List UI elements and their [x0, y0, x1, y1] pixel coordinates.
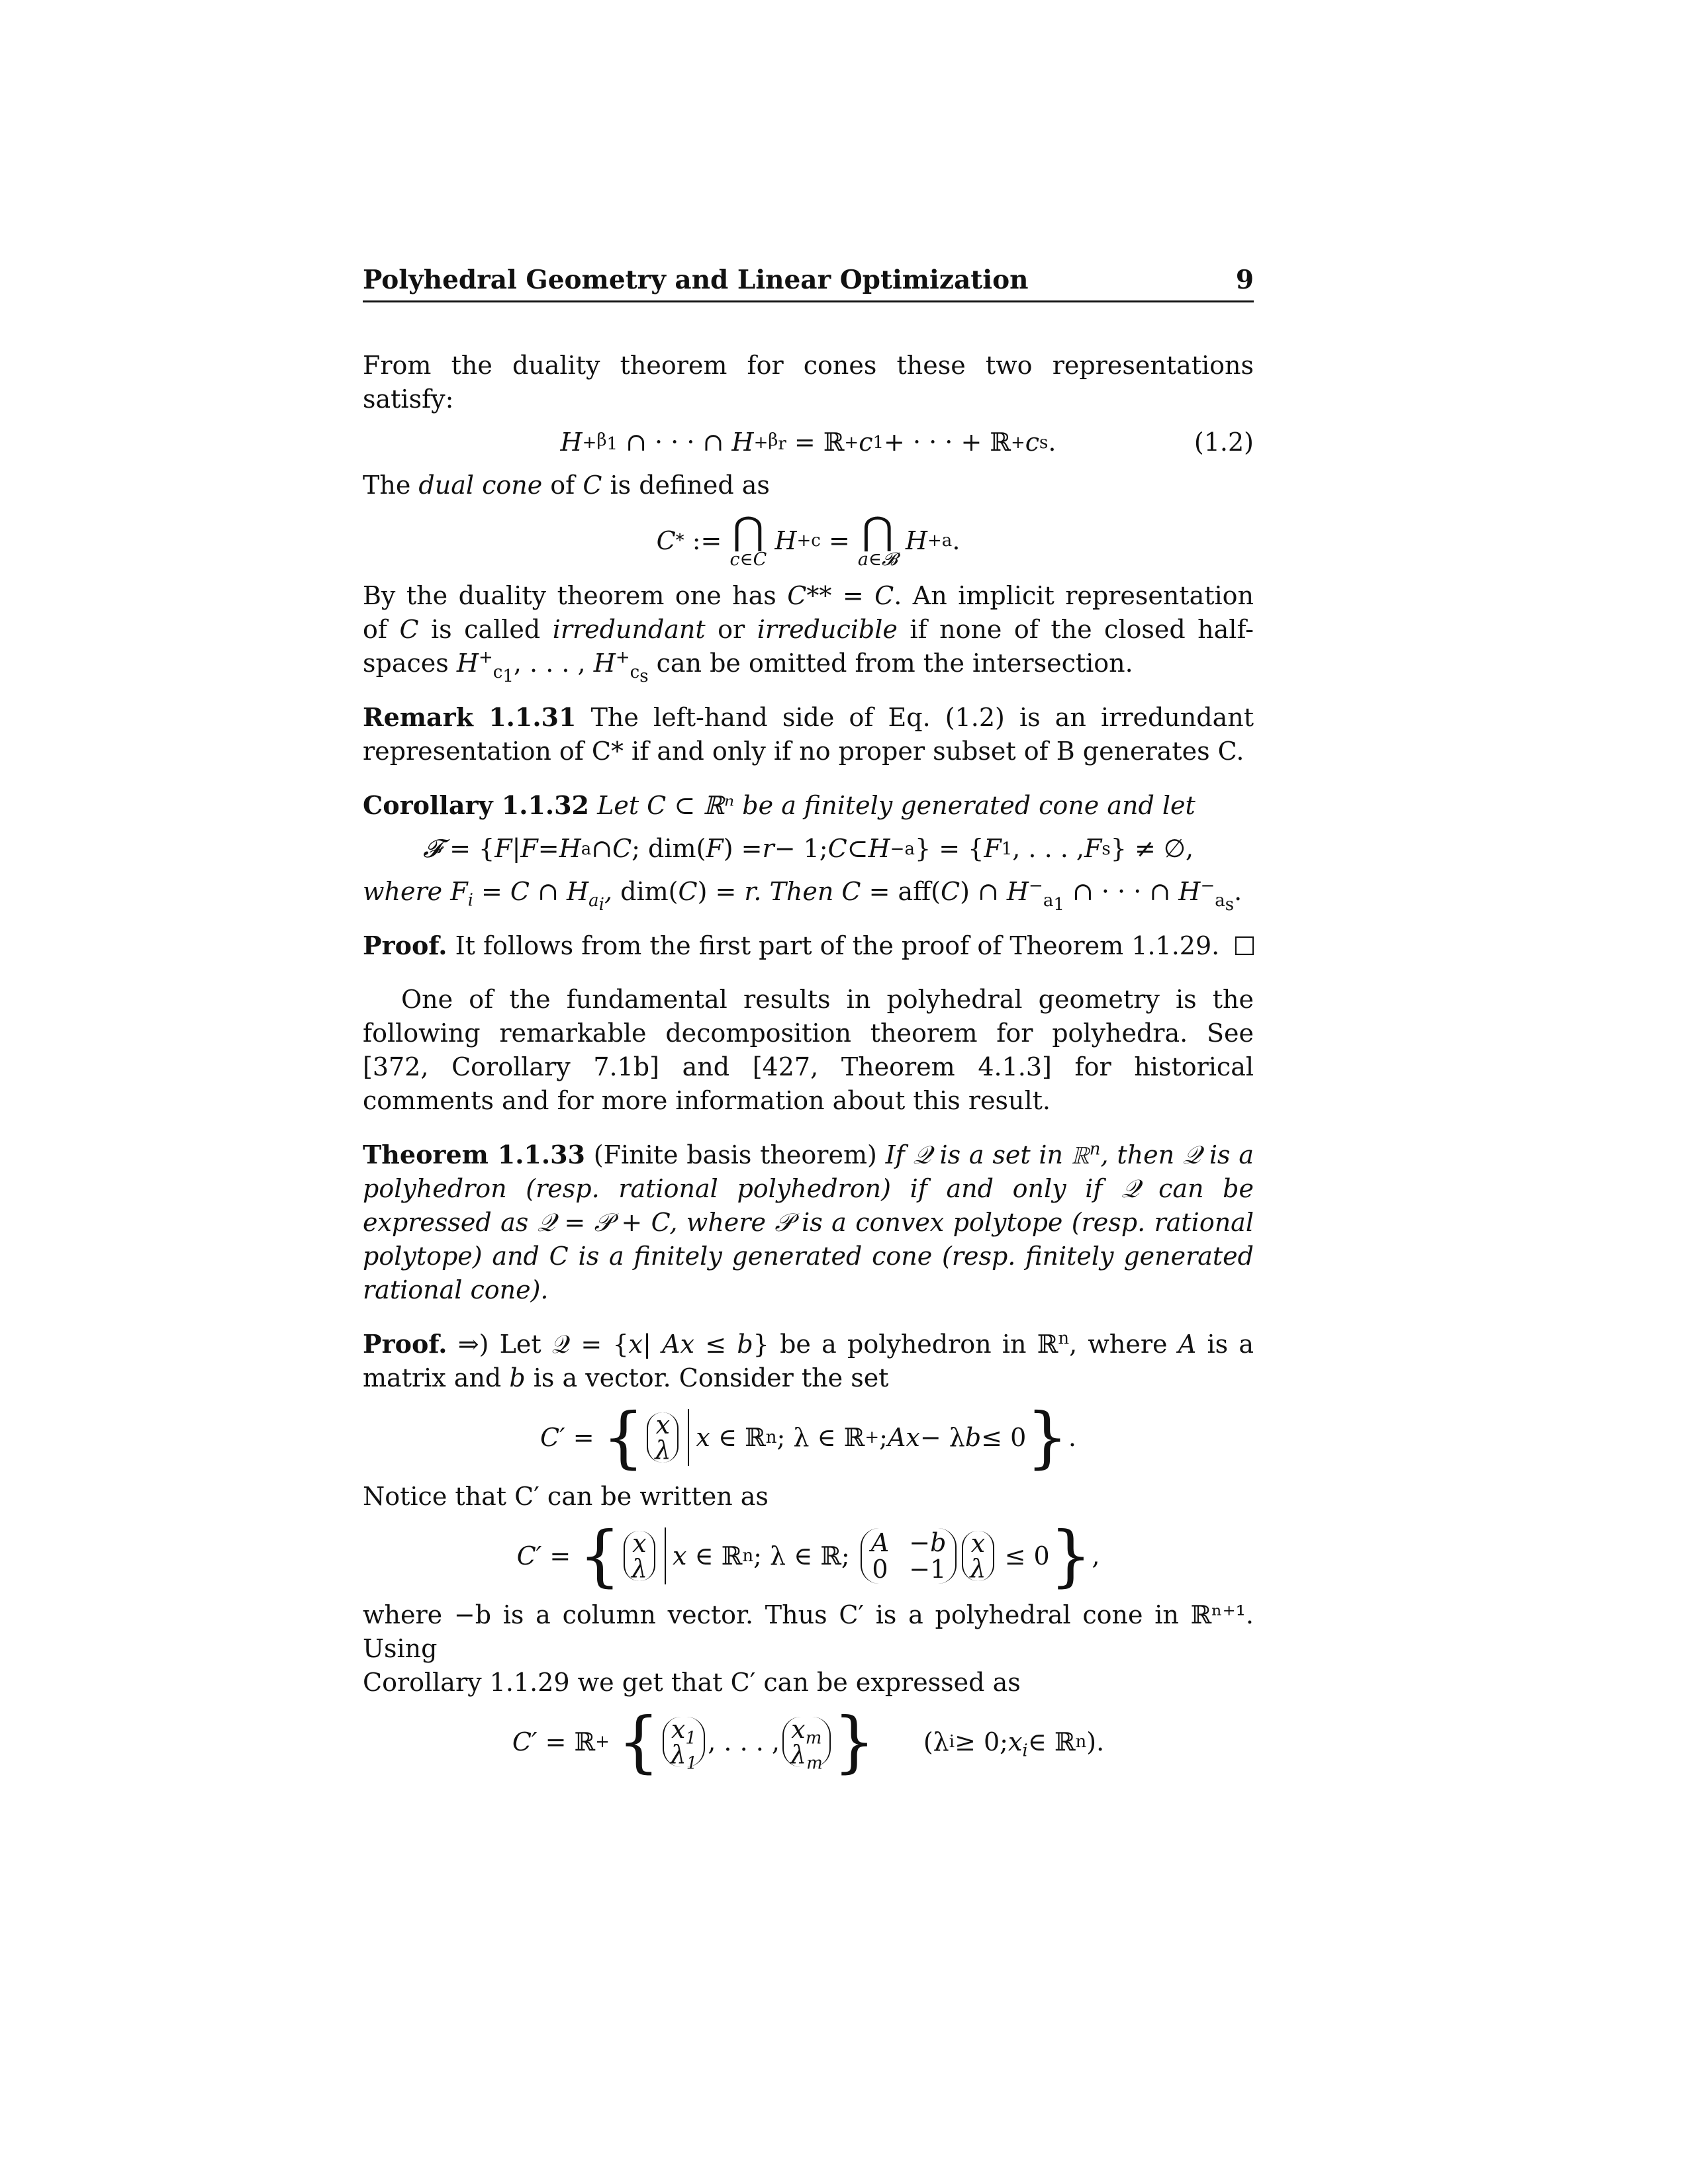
corollary-conclusion: where $F_i = C$ ∩ $H_{a_i}$, dim(C) = r. Then C = aff(C) ∩ $H^-_{a_1}$ ∩ · · · ∩ $H^-_{a_s}$. [363, 876, 1243, 915]
equation-dual-cone: C * := ⋂ c∈C H + c = ⋂ a∈𝓑 H + a . [656, 508, 961, 570]
remark-label: Remark 1.1.31 [363, 702, 577, 732]
corollary-label: Corollary 1.1.32 [363, 790, 589, 820]
paragraph-decomposition: One of the fundamental results in polyhedral geometry is the following remarkable decomposition theorem for polyhedra. See [372, Corollary 7.1b] and [427, Theorem 4.1.3] for historical comments and for more information about this result. [363, 985, 1254, 1115]
proof-corollary [363, 929, 1254, 963]
remark-text: The left-hand side of Eq. (1.2) is an irredundant representation of C* if and only if no proper subset of B generates C. [363, 703, 1254, 766]
proof-text: It follows from the first part of the proof of Theorem 1.1.29. [455, 931, 1220, 960]
paragraph-column-vector: where −b is a column vector. Thus C′ is a polyhedral cone in ℝⁿ⁺¹. Using Corollary 1.1.29 we get that C′ can be expressed as [363, 1600, 1254, 1697]
paragraph-notice: Notice that C′ can be written as [363, 1482, 769, 1511]
proof-theorem: Proof. ⇒) Let 𝒬 = {x| Ax ≤ b} be a polyhedron in ℝ$^n$, where A is a matrix and b is a vector. Consider the set [363, 1328, 1254, 1392]
page-number: 9 [1235, 265, 1254, 295]
equation-c-prime-1: C′ = { x λ x ∈ ℝ n ; λ ∈ ℝ + ; Ax − λ b ≤ 0 } . [540, 1398, 1076, 1476]
proof-label: Proof. [363, 931, 447, 960]
theorem-label: Theorem 1.1.33 [363, 1140, 585, 1169]
theorem-1-1-33: Theorem 1.1.33 (Finite basis theorem) If 𝒬 is a set in ℝ$^n$, then 𝒬 is a polyhedron (resp. rational polyhedron) if and only if 𝒬 can be expressed as 𝒬 = 𝒫 + C, where 𝒫 is a convex polytope (resp. rational polytope) and C is a finitely generated cone (resp. finitely generated rational cone). [363, 1139, 1254, 1304]
theorem-name: (Finite basis theorem) [593, 1140, 877, 1169]
page-body [363, 349, 1254, 1780]
qed-square-icon [1235, 936, 1254, 955]
header-title: Polyhedral Geometry and Linear Optimization [363, 265, 1029, 295]
paragraph-irredundant: By the duality theorem one has C** = C. An implicit representation of C is called irredundant or irreducible if none of the closed half-spaces $H^+_{c_1}$, . . . , $H^+_{c_s}$ can be omitted from the intersection. [363, 581, 1254, 686]
equation-facets: 𝓕 = { F | F = H a ∩ C ; dim( F ) = r − 1; C ⊂ H − a } = { F 1 , . . . , F s } ≠ ∅, [422, 834, 1194, 863]
corollary-1-1-32 [363, 788, 1254, 823]
proof-theorem-label: Proof. [363, 1329, 447, 1359]
page [363, 265, 1254, 1784]
equation-1-2: H + $\beta_1$ ∩ · · · ∩ H + $\beta_r$ = ℝ + c 1 + · · · + ℝ + c s . (1.2) [363, 426, 1254, 459]
equation-number: (1.2) [1194, 428, 1254, 457]
remark-1-1-31 [363, 700, 1254, 768]
paragraph-duality-intro: From the duality theorem for cones these two representations satisfy: [363, 351, 1254, 414]
paragraph-dual-cone: The dual cone of C is defined as [363, 471, 770, 500]
equation-c-prime-3: C′ = ℝ + { $x_1$ $\lambda_1$ , . . . , $x_m$ $\lambda_m$ } (λ i ≥ 0; $x_i$ ∈ ℝ n ). [512, 1703, 1105, 1780]
corollary-text: Let C ⊂ ℝⁿ be a finitely generated cone and let [597, 791, 1196, 820]
running-header [363, 265, 1254, 302]
equation-c-prime-2: C′ = { x λ x ∈ ℝ n ; λ ∈ ℝ; A −b 0 −1 x λ ≤ 0 } , [516, 1517, 1100, 1594]
